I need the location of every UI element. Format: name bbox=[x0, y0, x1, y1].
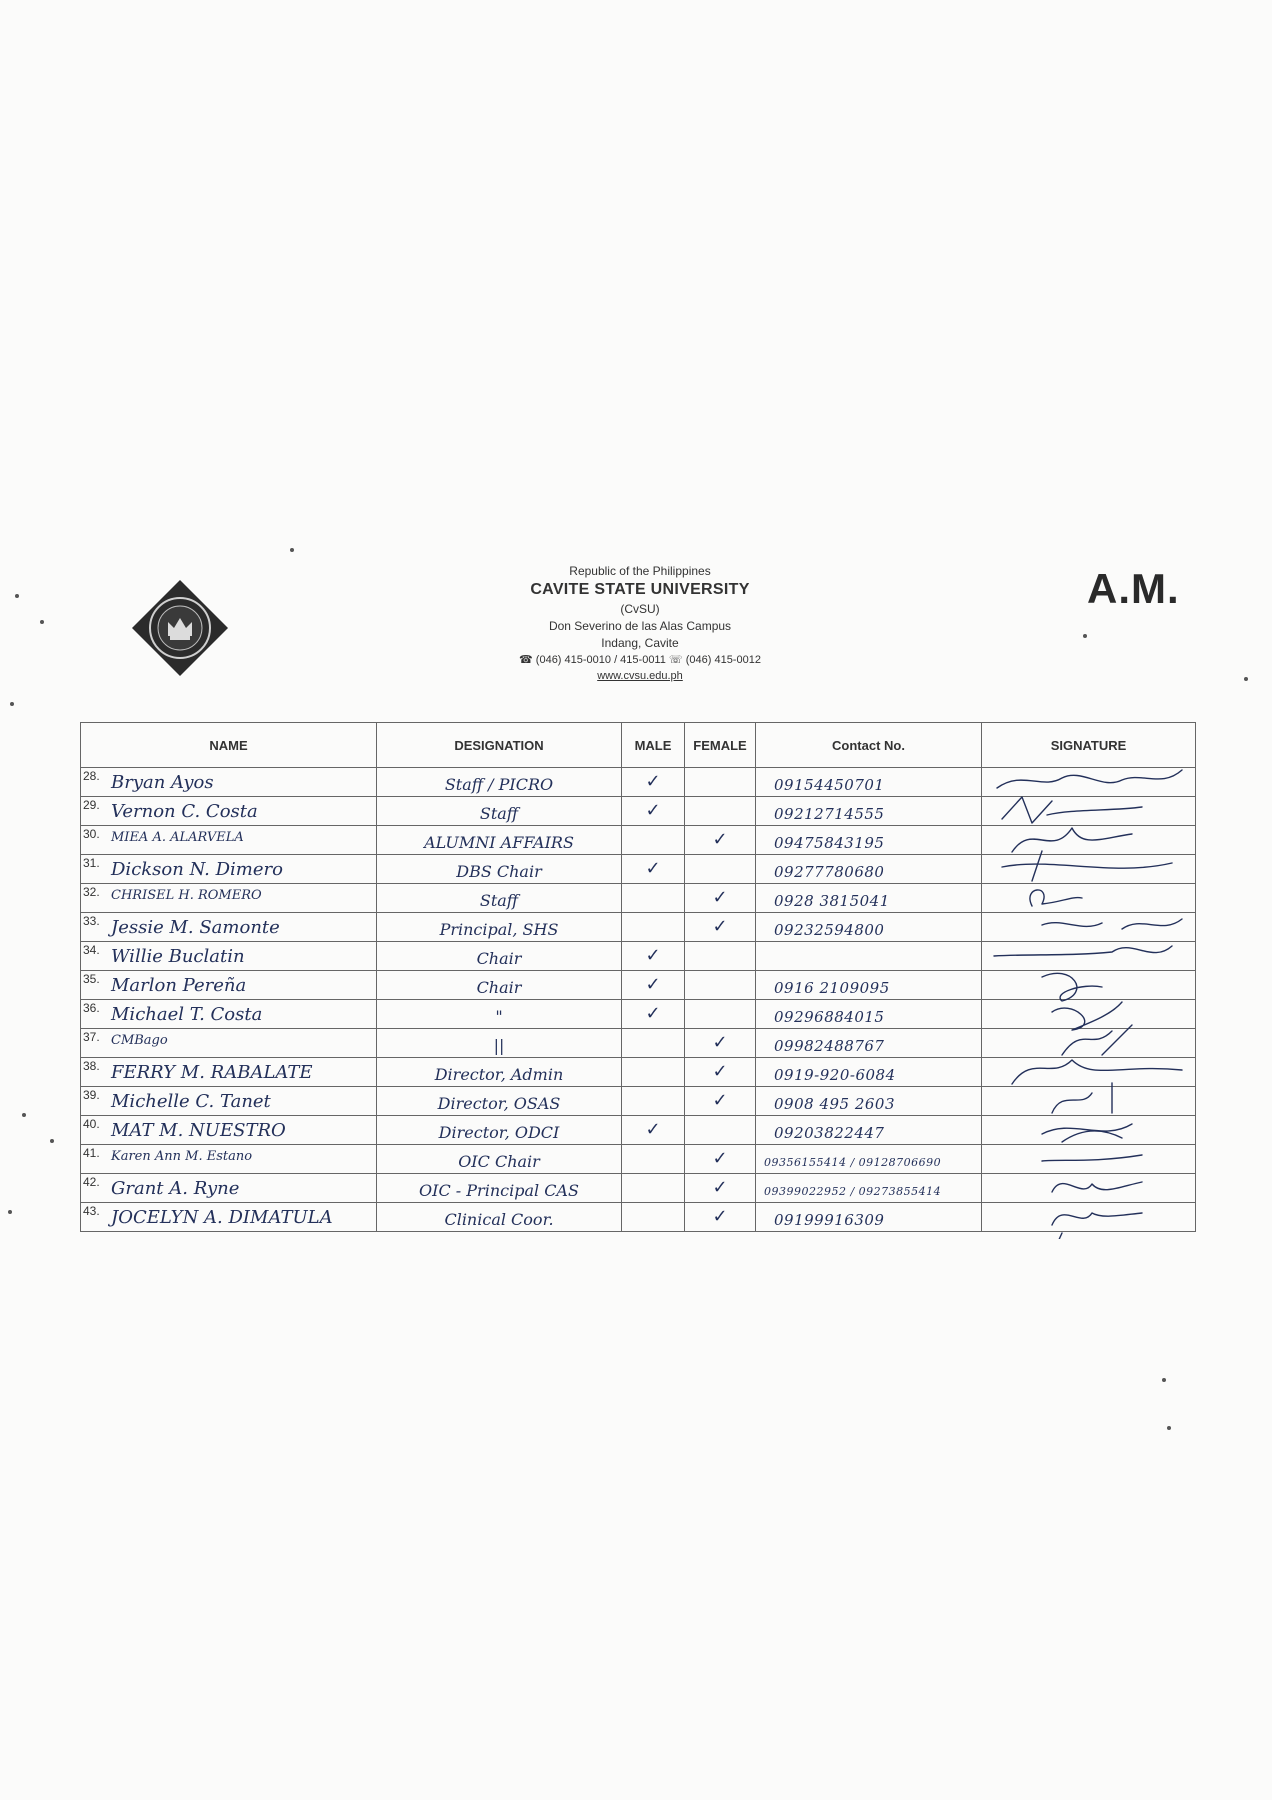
male-check-mark: ✓ bbox=[645, 945, 661, 966]
male-check-mark: ✓ bbox=[645, 800, 661, 821]
name-cell bbox=[81, 1087, 377, 1116]
female-check-mark: ✓ bbox=[712, 1032, 728, 1053]
row-number: 40. bbox=[83, 1117, 100, 1131]
contact-number bbox=[756, 953, 981, 959]
male-cell bbox=[622, 913, 685, 942]
female-cell bbox=[685, 1058, 756, 1087]
scan-speck bbox=[50, 1139, 54, 1143]
campus-name: Don Severino de las Alas Campus bbox=[548, 619, 732, 633]
attendee-name: CHRISEL H. ROMERO bbox=[111, 888, 262, 903]
contact-cell bbox=[756, 1087, 982, 1116]
attendee-name: FERRY M. RABALATE bbox=[111, 1062, 313, 1083]
female-check-mark: ✓ bbox=[712, 1061, 728, 1082]
male-cell bbox=[622, 797, 685, 826]
attendee-name: Michael T. Costa bbox=[111, 1004, 263, 1025]
designation-cell bbox=[377, 1029, 622, 1058]
designation-text: " bbox=[495, 1007, 503, 1026]
scan-speck bbox=[1167, 1426, 1171, 1430]
male-check-mark: ✓ bbox=[645, 1003, 661, 1024]
female-cell bbox=[685, 1116, 756, 1145]
phone-line: ☎ (046) 415-0010 / 415-0011 ☏ (046) 415-0012 bbox=[519, 654, 761, 666]
designation-cell bbox=[377, 797, 622, 826]
column-header-female: FEMALE bbox=[685, 723, 756, 768]
male-check-mark: ✓ bbox=[645, 771, 661, 792]
contact-number: 0908 495 2603 bbox=[774, 1095, 896, 1113]
designation-cell bbox=[377, 1058, 622, 1087]
row-number: 36. bbox=[83, 1001, 100, 1015]
male-cell bbox=[622, 855, 685, 884]
contact-cell bbox=[756, 1058, 982, 1087]
designation-text: Principal, SHS bbox=[439, 920, 559, 939]
female-cell bbox=[685, 1029, 756, 1058]
row-number: 29. bbox=[83, 798, 100, 812]
column-header-male: MALE bbox=[622, 723, 685, 768]
designation-text: Staff bbox=[479, 891, 519, 910]
designation-cell bbox=[377, 768, 622, 797]
attendee-name: MAT M. NUESTRO bbox=[111, 1120, 286, 1141]
contact-cell bbox=[756, 971, 982, 1000]
name-cell bbox=[81, 1116, 377, 1145]
name-cell bbox=[81, 855, 377, 884]
designation-cell bbox=[377, 826, 622, 855]
designation-text: OIC - Principal CAS bbox=[419, 1181, 579, 1200]
designation-text: ALUMNI AFFAIRS bbox=[424, 833, 574, 852]
attendee-name: Marlon Pereña bbox=[111, 975, 247, 996]
male-cell bbox=[622, 1058, 685, 1087]
row-number: 28. bbox=[83, 769, 100, 783]
contact-number: 09356155414 / 09128706690 bbox=[764, 1155, 942, 1169]
contact-number: 09203822447 bbox=[774, 1124, 885, 1142]
female-check-mark: ✓ bbox=[712, 887, 728, 908]
column-header-contact: Contact No. bbox=[756, 723, 982, 768]
name-cell bbox=[81, 768, 377, 797]
scan-speck bbox=[22, 1113, 26, 1117]
scan-speck bbox=[1244, 677, 1248, 681]
attendee-name: Willie Buclatin bbox=[111, 946, 245, 967]
scan-speck bbox=[8, 1210, 12, 1214]
female-cell bbox=[685, 942, 756, 971]
column-header-designation: DESIGNATION bbox=[377, 723, 622, 768]
name-cell bbox=[81, 1000, 377, 1029]
name-cell bbox=[81, 1029, 377, 1058]
designation-cell bbox=[377, 1087, 622, 1116]
contact-number: 09199916309 bbox=[774, 1211, 885, 1229]
column-header-signature: SIGNATURE bbox=[982, 723, 1196, 768]
designation-cell bbox=[377, 1174, 622, 1203]
designation-text: Clinical Coor. bbox=[444, 1210, 554, 1229]
designation-text: Chair bbox=[476, 978, 522, 997]
contact-cell bbox=[756, 913, 982, 942]
male-cell bbox=[622, 1145, 685, 1174]
designation-text: Chair bbox=[476, 949, 522, 968]
male-check-mark: ✓ bbox=[645, 858, 661, 879]
contact-number: 09232594800 bbox=[774, 921, 885, 939]
name-cell bbox=[81, 971, 377, 1000]
female-check-mark: ✓ bbox=[712, 1206, 728, 1227]
designation-cell bbox=[377, 1145, 622, 1174]
female-cell bbox=[685, 1145, 756, 1174]
signature-scribble bbox=[992, 1195, 1192, 1239]
contact-cell bbox=[756, 826, 982, 855]
contact-cell bbox=[756, 1174, 982, 1203]
male-cell bbox=[622, 768, 685, 797]
attendee-name: Michelle C. Tanet bbox=[111, 1091, 271, 1112]
contact-number: 09399022952 / 09273855414 bbox=[764, 1184, 942, 1198]
female-cell bbox=[685, 1000, 756, 1029]
name-cell bbox=[81, 942, 377, 971]
row-number: 38. bbox=[83, 1059, 100, 1073]
male-cell bbox=[622, 1203, 685, 1232]
female-cell bbox=[685, 1203, 756, 1232]
name-cell bbox=[81, 797, 377, 826]
female-check-mark: ✓ bbox=[712, 1148, 728, 1169]
designation-cell bbox=[377, 942, 622, 971]
row-number: 35. bbox=[83, 972, 100, 986]
contact-number: 09296884015 bbox=[774, 1008, 885, 1026]
attendance-table bbox=[80, 722, 1196, 1232]
contact-cell bbox=[756, 1029, 982, 1058]
male-cell bbox=[622, 971, 685, 1000]
designation-cell bbox=[377, 913, 622, 942]
republic-line: Republic of the Philippines bbox=[569, 564, 711, 578]
name-cell bbox=[81, 1058, 377, 1087]
designation-cell bbox=[377, 971, 622, 1000]
contact-cell bbox=[756, 855, 982, 884]
designation-cell bbox=[377, 1116, 622, 1145]
female-cell bbox=[685, 971, 756, 1000]
session-label: A.M. bbox=[1087, 565, 1180, 612]
female-cell bbox=[685, 797, 756, 826]
signature-cell bbox=[982, 1203, 1196, 1232]
name-cell bbox=[81, 1203, 377, 1232]
designation-cell bbox=[377, 1203, 622, 1232]
female-cell bbox=[685, 768, 756, 797]
contact-number: 0916 2109095 bbox=[774, 979, 890, 997]
contact-cell bbox=[756, 1000, 982, 1029]
designation-text: Director, OSAS bbox=[437, 1094, 561, 1113]
university-seal-logo bbox=[130, 578, 230, 678]
contact-cell bbox=[756, 1116, 982, 1145]
contact-cell bbox=[756, 942, 982, 971]
contact-number: 0928 3815041 bbox=[774, 892, 890, 910]
row-number: 31. bbox=[83, 856, 100, 870]
female-check-mark: ✓ bbox=[712, 1090, 728, 1111]
attendee-name: Grant A. Ryne bbox=[111, 1178, 240, 1199]
female-cell bbox=[685, 826, 756, 855]
attendee-name: Vernon C. Costa bbox=[111, 801, 258, 822]
attendee-name: MIEA A. ALARVELA bbox=[111, 830, 244, 845]
row-number: 43. bbox=[83, 1204, 100, 1218]
male-cell bbox=[622, 942, 685, 971]
name-cell bbox=[81, 884, 377, 913]
row-number: 37. bbox=[83, 1030, 100, 1044]
scan-speck bbox=[40, 620, 44, 624]
female-cell bbox=[685, 1174, 756, 1203]
female-check-mark: ✓ bbox=[712, 829, 728, 850]
row-number: 41. bbox=[83, 1146, 100, 1160]
contact-number: 09212714555 bbox=[774, 805, 885, 823]
row-number: 39. bbox=[83, 1088, 100, 1102]
name-cell bbox=[81, 1145, 377, 1174]
designation-text: OIC Chair bbox=[458, 1152, 540, 1171]
contact-number: 0919-920-6084 bbox=[774, 1066, 896, 1084]
male-cell bbox=[622, 826, 685, 855]
website-link[interactable]: www.cvsu.edu.ph bbox=[597, 670, 683, 682]
contact-number: 09277780680 bbox=[774, 863, 885, 881]
row-number: 30. bbox=[83, 827, 100, 841]
male-check-mark: ✓ bbox=[645, 1119, 661, 1140]
table-row bbox=[81, 1203, 1196, 1232]
contact-cell bbox=[756, 1145, 982, 1174]
attendee-name: CMBago bbox=[111, 1033, 168, 1048]
designation-text: DBS Chair bbox=[456, 862, 542, 881]
designation-text: Staff bbox=[479, 804, 519, 823]
campus-location: Indang, Cavite bbox=[601, 636, 679, 650]
scan-speck bbox=[10, 702, 14, 706]
attendee-name: Dickson N. Dimero bbox=[111, 859, 283, 880]
male-cell bbox=[622, 884, 685, 913]
designation-text: Staff / PICRO bbox=[444, 775, 554, 794]
contact-number: 09982488767 bbox=[774, 1037, 885, 1055]
designation-cell bbox=[377, 884, 622, 913]
male-cell bbox=[622, 1087, 685, 1116]
male-check-mark: ✓ bbox=[645, 974, 661, 995]
name-cell bbox=[81, 826, 377, 855]
attendee-name: JOCELYN A. DIMATULA bbox=[111, 1207, 333, 1228]
male-cell bbox=[622, 1000, 685, 1029]
male-cell bbox=[622, 1174, 685, 1203]
contact-cell bbox=[756, 768, 982, 797]
row-number: 34. bbox=[83, 943, 100, 957]
male-cell bbox=[622, 1029, 685, 1058]
female-cell bbox=[685, 855, 756, 884]
name-cell bbox=[81, 913, 377, 942]
designation-cell bbox=[377, 855, 622, 884]
scan-speck bbox=[15, 594, 19, 598]
attendee-name: Jessie M. Samonte bbox=[111, 917, 280, 938]
contact-number: 09154450701 bbox=[774, 776, 885, 794]
university-abbr: (CvSU) bbox=[620, 602, 660, 616]
scan-speck bbox=[1083, 634, 1087, 638]
male-cell bbox=[622, 1116, 685, 1145]
contact-cell bbox=[756, 797, 982, 826]
female-cell bbox=[685, 913, 756, 942]
female-cell bbox=[685, 1087, 756, 1116]
designation-text: Director, Admin bbox=[434, 1065, 564, 1084]
column-header-name: NAME bbox=[81, 723, 377, 768]
attendee-name: Bryan Ayos bbox=[111, 772, 214, 793]
row-number: 33. bbox=[83, 914, 100, 928]
female-cell bbox=[685, 884, 756, 913]
designation-cell bbox=[377, 1000, 622, 1029]
letterhead bbox=[420, 563, 860, 684]
scan-speck bbox=[290, 548, 294, 552]
row-number: 42. bbox=[83, 1175, 100, 1189]
designation-text: Director, ODCI bbox=[438, 1123, 560, 1142]
attendee-name: Karen Ann M. Estano bbox=[111, 1149, 253, 1164]
scan-speck bbox=[1162, 1378, 1166, 1382]
contact-number: 09475843195 bbox=[774, 834, 885, 852]
university-name: CAVITE STATE UNIVERSITY bbox=[530, 581, 750, 598]
female-check-mark: ✓ bbox=[712, 1177, 728, 1198]
row-number: 32. bbox=[83, 885, 100, 899]
contact-cell bbox=[756, 1203, 982, 1232]
female-check-mark: ✓ bbox=[712, 916, 728, 937]
contact-cell bbox=[756, 884, 982, 913]
designation-text: || bbox=[493, 1036, 505, 1055]
name-cell bbox=[81, 1174, 377, 1203]
